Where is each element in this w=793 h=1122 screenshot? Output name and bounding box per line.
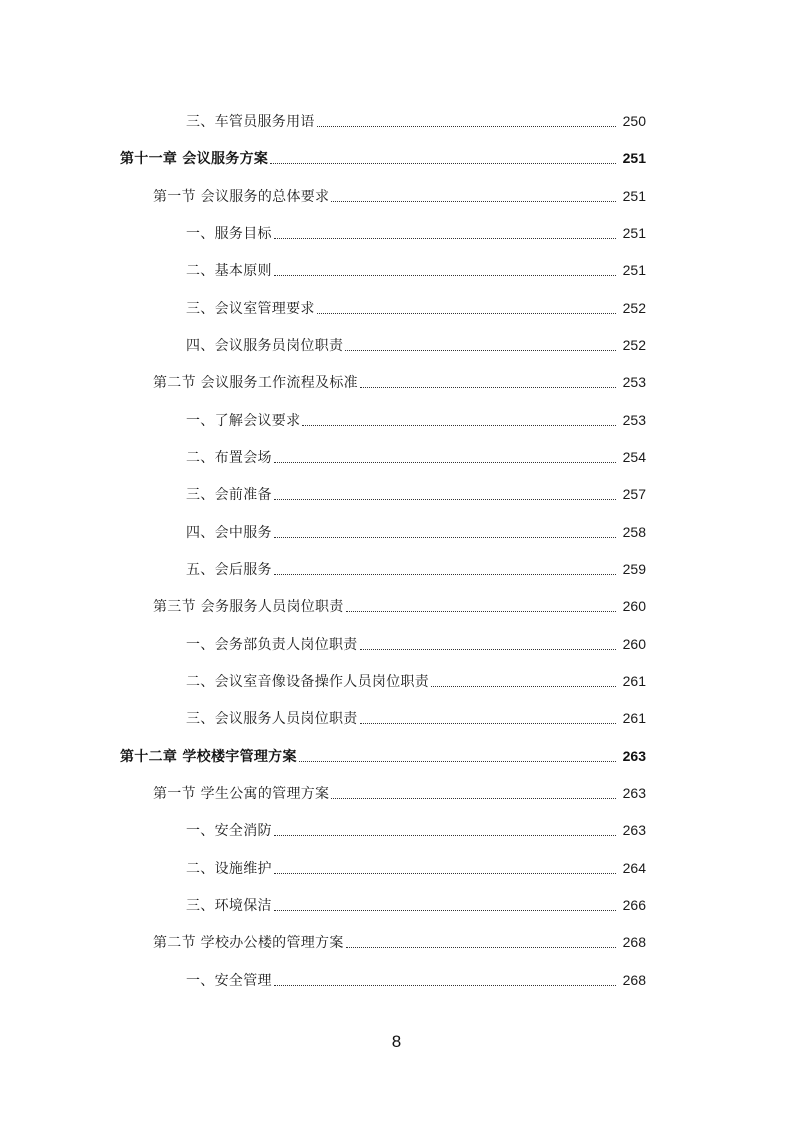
toc-entry <box>0 146 793 170</box>
toc-leader-dots <box>360 373 616 388</box>
toc-entry <box>0 818 793 842</box>
toc-entry-page: 263 <box>622 748 646 764</box>
toc-entry-page: 252 <box>622 300 646 316</box>
toc-leader-dots <box>274 821 616 836</box>
toc-leader-dots <box>331 187 616 202</box>
toc-entry-page: 268 <box>622 972 646 988</box>
toc-leader-dots <box>274 859 616 874</box>
toc-entry-page: 261 <box>622 710 646 726</box>
toc-entry-label: 四、会中服务 <box>186 522 274 542</box>
toc-leader-dots <box>317 299 616 314</box>
toc-entry-page: 251 <box>622 262 646 278</box>
toc-entry-page: 263 <box>622 822 646 838</box>
toc-entry <box>0 557 793 581</box>
toc-entry-page: 266 <box>622 897 646 913</box>
toc-leader-dots <box>274 485 616 500</box>
toc-leader-dots <box>274 560 616 575</box>
toc-entry-page: 250 <box>622 113 646 129</box>
toc-leader-dots <box>345 336 616 351</box>
toc-entry-label: 第二节 会议服务工作流程及标准 <box>153 372 360 392</box>
toc-entry-label: 一、了解会议要求 <box>186 410 302 430</box>
toc-entry-label: 一、服务目标 <box>186 223 274 243</box>
toc-entry-page: 263 <box>622 785 646 801</box>
toc-entry <box>0 669 793 693</box>
toc-entry-page: 268 <box>622 934 646 950</box>
toc-entry-label: 三、会前准备 <box>186 484 274 504</box>
toc-entry-label: 一、会务部负责人岗位职责 <box>186 634 360 654</box>
toc-entry <box>0 184 793 208</box>
toc-entry-page: 257 <box>622 486 646 502</box>
toc-entry <box>0 856 793 880</box>
toc-leader-dots <box>360 635 616 650</box>
toc-entry <box>0 258 793 282</box>
toc-entry <box>0 109 793 133</box>
toc-entry-label: 三、车管员服务用语 <box>186 111 317 131</box>
toc-leader-dots <box>317 112 616 127</box>
toc-entry <box>0 445 793 469</box>
toc-entry-label: 第十二章 学校楼宇管理方案 <box>120 746 299 766</box>
toc-entry-page: 251 <box>622 225 646 241</box>
toc-entry-label: 二、基本原则 <box>186 260 274 280</box>
toc-entry-label: 二、布置会场 <box>186 447 274 467</box>
toc-entry-page: 251 <box>622 150 646 166</box>
toc-entry-label: 第一节 会议服务的总体要求 <box>153 186 331 206</box>
toc-entry-label: 第二节 学校办公楼的管理方案 <box>153 932 346 952</box>
toc-leader-dots <box>274 448 616 463</box>
toc-leader-dots <box>274 224 616 239</box>
toc-leader-dots <box>360 709 616 724</box>
toc-entry-label: 三、会议服务人员岗位职责 <box>186 708 360 728</box>
toc-entry-page: 253 <box>622 412 646 428</box>
toc-entry <box>0 632 793 656</box>
toc-leader-dots <box>274 896 616 911</box>
toc-entry <box>0 370 793 394</box>
toc-entry-label: 第十一章 会议服务方案 <box>120 148 270 168</box>
toc-entry <box>0 520 793 544</box>
toc-entry <box>0 594 793 618</box>
toc-leader-dots <box>331 784 616 799</box>
toc-entry <box>0 893 793 917</box>
toc-entry-label: 五、会后服务 <box>186 559 274 579</box>
toc-entry <box>0 968 793 992</box>
toc-entry-page: 259 <box>622 561 646 577</box>
toc-entry-label: 二、设施维护 <box>186 858 274 878</box>
toc-leader-dots <box>270 149 616 164</box>
toc-entry <box>0 781 793 805</box>
toc-entry <box>0 482 793 506</box>
toc-entry <box>0 706 793 730</box>
toc-leader-dots <box>274 261 616 276</box>
toc-entry-page: 264 <box>622 860 646 876</box>
toc-entry-page: 253 <box>622 374 646 390</box>
toc-leader-dots <box>302 411 616 426</box>
toc-entry <box>0 930 793 954</box>
toc-entry <box>0 408 793 432</box>
toc-entry-page: 258 <box>622 524 646 540</box>
toc-entry-label: 一、安全消防 <box>186 820 274 840</box>
toc-entry <box>0 296 793 320</box>
toc-leader-dots <box>274 523 616 538</box>
toc-entry-label: 第一节 学生公寓的管理方案 <box>153 783 331 803</box>
toc-entry-label: 第三节 会务服务人员岗位职责 <box>153 596 346 616</box>
page-number: 8 <box>391 1032 402 1051</box>
toc-entry-page: 261 <box>622 673 646 689</box>
toc-entry-page: 254 <box>622 449 646 465</box>
toc-leader-dots <box>346 933 616 948</box>
toc-entry-label: 三、会议室管理要求 <box>186 298 317 318</box>
toc-leader-dots <box>274 971 616 986</box>
toc-entry-page: 252 <box>622 337 646 353</box>
toc-entry <box>0 333 793 357</box>
toc-leader-dots <box>431 672 616 687</box>
toc-entry-label: 二、会议室音像设备操作人员岗位职责 <box>186 671 431 691</box>
toc-leader-dots <box>299 747 616 762</box>
toc-entry-page: 260 <box>622 636 646 652</box>
toc-entry-label: 一、安全管理 <box>186 970 274 990</box>
toc-entry <box>0 221 793 245</box>
toc-entry-label: 四、会议服务员岗位职责 <box>186 335 345 355</box>
toc-leader-dots <box>346 597 616 612</box>
toc-entry-label: 三、环境保洁 <box>186 895 274 915</box>
toc-entry-page: 260 <box>622 598 646 614</box>
toc-entry-page: 251 <box>622 188 646 204</box>
toc-entry <box>0 744 793 768</box>
